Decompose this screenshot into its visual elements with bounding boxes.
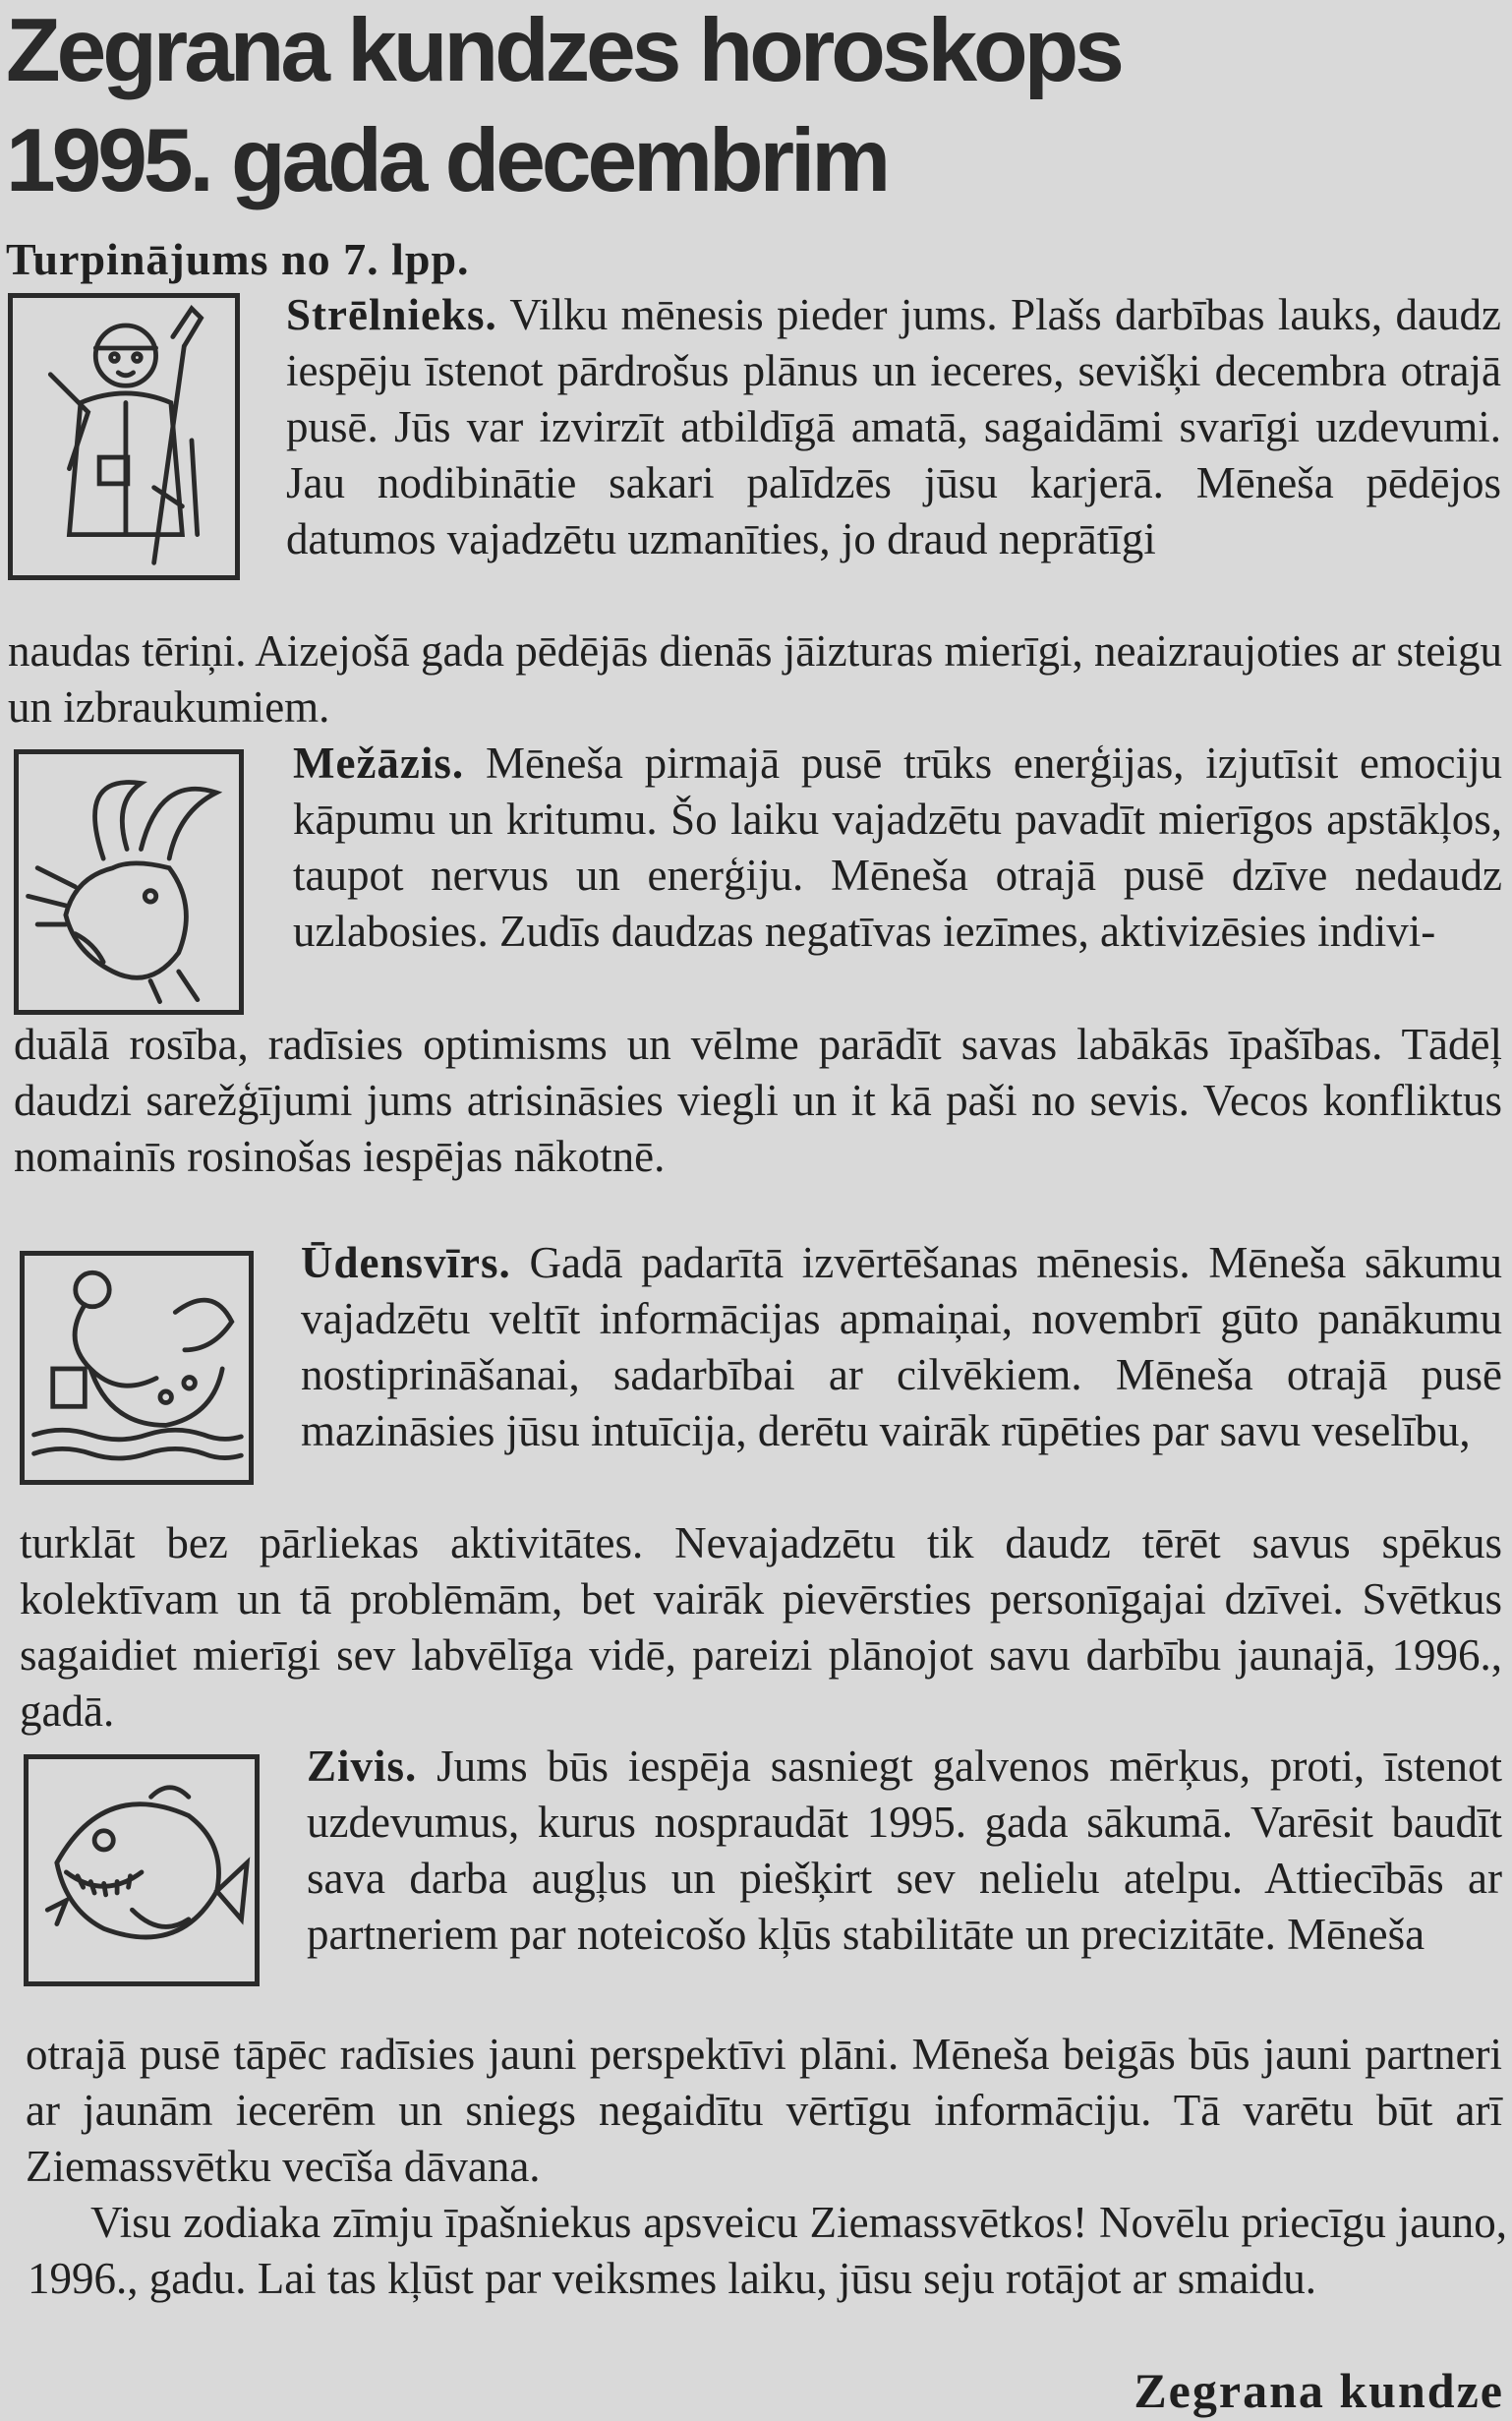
- sign-text-intro: Vilku mēnesis pieder jums. Plašs darbības lauks, daudz iespēju īstenot pārdrošus plānus un ieceres, sevišķi decembra otrajā pusē. Jūs var izvirzīt atbildīgā amatā, sagaidāmi svarīgi uzdevumi. Jau nodibinātie sakari palīdzēs jūsu karjerā. Mēneša pēdējos datumos vajadzētu uzmanīties, jo draud neprātīgi: [286, 290, 1502, 563]
- sign-name: Strēlnieks.: [286, 290, 497, 339]
- goat-icon: [14, 749, 244, 1015]
- sign-zivis-continued: otrajā pusē tāpēc radīsies jauni perspektīvi plāni. Mēneša beigās būs jauni partneri ar jaunām iecerēm un sniegs negaidītu vērtīgu informāciju. Tā varētu būt arī Ziemassvētku vecīša dāvana.: [26, 2030, 1502, 2191]
- sign-text-intro: Jums būs iespēja sasniegt galvenos mērķus, proti, īstenot uzdevumus, kurus nospraudāt 1995. gada sākumā. Varēsit baudīt sava darba augļus un piešķirt sev nelielu atelpu. Attiecībās ar partneriem par noteicošo kļūs stabilitāte un precizitāte. Mēneša: [307, 1742, 1502, 1959]
- title-line-1: Zegrana kundzes horoskops: [6, 1, 1121, 100]
- sign-mezazis-continued: duālā rosība, radīsies optimisms un vēlme parādīt savas labākās īpašības. Tādēļ daudzi sarežģījumi jums atrisināsies viegli un it kā paši no sevis. Vecos konfliktus nomainīs rosinošas iespējas nākotnē.: [14, 1020, 1502, 1181]
- article-title: [6, 0, 1121, 216]
- sign-name: Ūdensvīrs.: [301, 1238, 511, 1287]
- sign-udensvirs-continued: turklāt bez pārliekas aktivitātes. Nevajadzētu tik daudz tērēt savus spēkus kolektīvam un tā problēmām, bet vairāk pievērsties personīgajai dzīvei. Svētkus sagaidiet mierīgi sev labvēlīga vidē, pareizi plānojot savu darbību jaunajā, 1996., gadā.: [20, 1518, 1502, 1736]
- sign-text-intro: Mēneša pirmajā pusē trūks enerģijas, izjutīsit emociju kāpumu un kritumu. Šo laiku vajadzētu pavadīt mierīgos apstākļos, taupot nervus un enerģiju. Mēneša otrajā pusē dzīve nedaudz uzlabosies. Zudīs daudzas negatīvas iezīmes, aktivizēsies indivi-: [293, 738, 1502, 956]
- sign-udensvirs: [301, 1235, 1502, 1459]
- water-bearer-icon: [20, 1251, 254, 1485]
- sign-zivis: [307, 1739, 1502, 1963]
- closing-greeting: Visu zodiaka zīmju īpašniekus apsveicu Ziemassvētkos! Novēlu priecīgu jauno, 1996., gadu. Lai tas kļūst par veiksmes laiku, jūsu seju rotājot ar smaidu.: [28, 2198, 1507, 2303]
- sign-name: Zivis.: [307, 1742, 418, 1791]
- fish-icon: [24, 1754, 260, 1986]
- title-line-2: 1995. gada decembrim: [6, 111, 888, 210]
- sign-strelnieks: [286, 287, 1501, 567]
- archer-icon: [8, 293, 240, 580]
- sign-text-intro: Gadā padarītā izvērtēšanas mēnesis. Mēneša sākumu vajadzētu veltīt informācijas apmaiņai, novembrī gūto panākumu nostiprināšanai, sadarbībai ar cilvēkiem. Mēneša otrajā pusē mazināsies jūsu intuīcija, derētu vairāk rūpēties par savu veselību,: [301, 1238, 1502, 1455]
- continuation-note: Turpinājums no 7. lpp.: [6, 234, 470, 284]
- sign-strelnieks-continued: naudas tēriņi. Aizejošā gada pēdējās dienās jāizturas mierīgi, neaizraujoties ar steigu un izbraukumiem.: [8, 626, 1502, 732]
- sign-name: Mežāzis.: [293, 738, 465, 788]
- author-signature: Zegrana kundze: [1134, 2363, 1504, 2418]
- sign-mezazis: [293, 736, 1502, 960]
